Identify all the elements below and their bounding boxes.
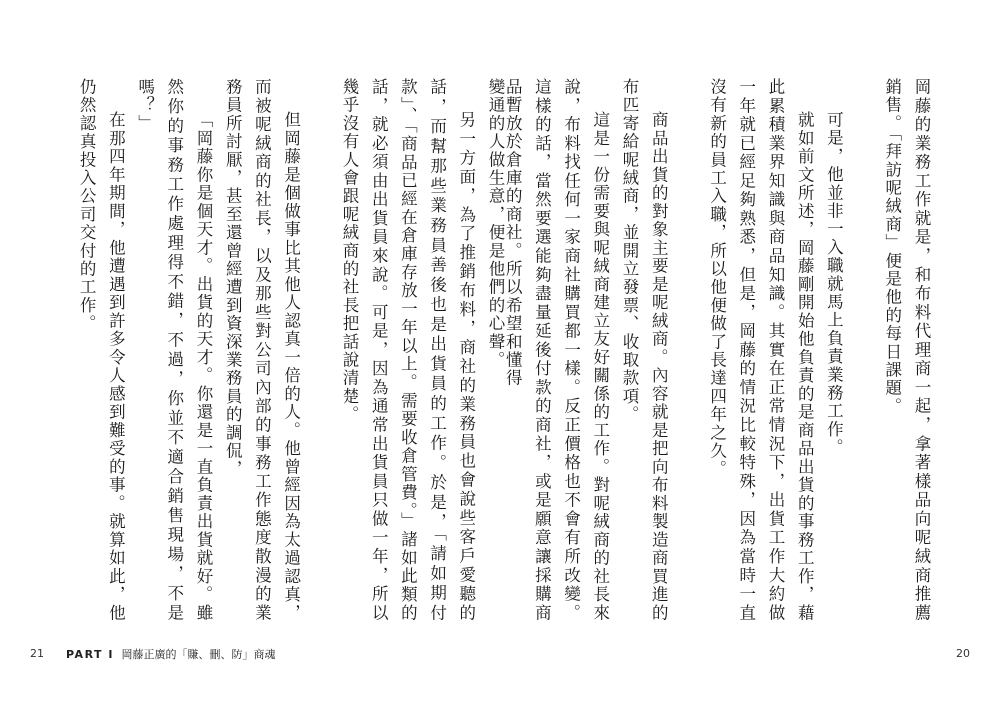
paragraph: 可是，他並非一入職就馬上負責業務工作。	[824, 111, 844, 457]
paragraph: 商品出貨的對象主要是呢絨商。內容就是把向布料製造商買進的布匹寄給呢絨商，並開立發票、收取款項。	[620, 78, 669, 622]
left-page-number: 21	[30, 647, 44, 660]
paragraph: 「岡藤你是個天才。出貨的天才。你還是一直負責出貨就好。雖然你的事務工作處理得不錯，不過，你並不適合銷售現場，不是嗎？」	[135, 78, 213, 622]
paragraph: 另一方面，為了推銷布料，商社的業務員也會說些客戶愛聽的話，而幫那些業務員善後也是出貨員的工作。於是，「請如期付款」、「商品已經在倉庫存放一年以上。需要收倉管費。」諸如此類的話，就必須由出貨員來說。可是，因為通常出貨員只做一年，所以幾乎沒有人會跟呢絨商的社長把話說清楚。	[339, 78, 476, 622]
right-page-body	[503, 78, 936, 622]
part-label: PART I	[66, 648, 114, 661]
paragraph-gap	[306, 78, 335, 622]
chapter-title: 岡藤正廣的「賺、刪、防」商魂	[121, 648, 276, 661]
paragraph-gap	[848, 78, 877, 622]
paragraph: 在那四年期間，他遭遇到許多令人感到難受的事。就算如此，他仍然認真投入公司交付的工作。	[77, 78, 126, 622]
right-page-number: 20	[956, 647, 970, 660]
running-head	[66, 646, 275, 662]
paragraph: 變通的人做生意，便是他們的心聲。	[486, 78, 505, 370]
paragraph: 就如前文所述，岡藤剛開始他負責的是商品出貨的事務工作，藉此累積業界知識與商品知識。其實在正常情況下，出貨工作大約做一年就已經足夠熟悉，但是，岡藤的情況比較特殊，因為當時一直沒有新的員工入職，所以他便做了長達四年之久。	[707, 78, 815, 622]
paragraph: 但岡藤是個做事比其他人認真一倍的人。他曾經因為太過認真，而被呢絨商的社長，以及那些對公司內部的事務工作態度散漫的業務員所討厭，甚至還曾經遭到資深業務員的調侃，	[223, 78, 301, 622]
paragraph-gap	[673, 78, 702, 622]
left-page-body	[68, 78, 510, 622]
paragraph: 這是一份需要與呢絨商建立友好關係的工作。對呢絨商的社長來說，布料找任何一家商社購買都一樣。反正價格也不會有所改變。這樣的話，當然要選能夠盡量延後付款的商社，或是願意讓採購商品暫放於倉庫的商社。所以希望和懂得	[503, 78, 610, 622]
paragraph: 岡藤的業務工作就是，和布料代理商一起，拿著樣品向呢絨商推薦銷售。「拜訪呢絨商」便是他的每日課題。	[882, 78, 931, 622]
